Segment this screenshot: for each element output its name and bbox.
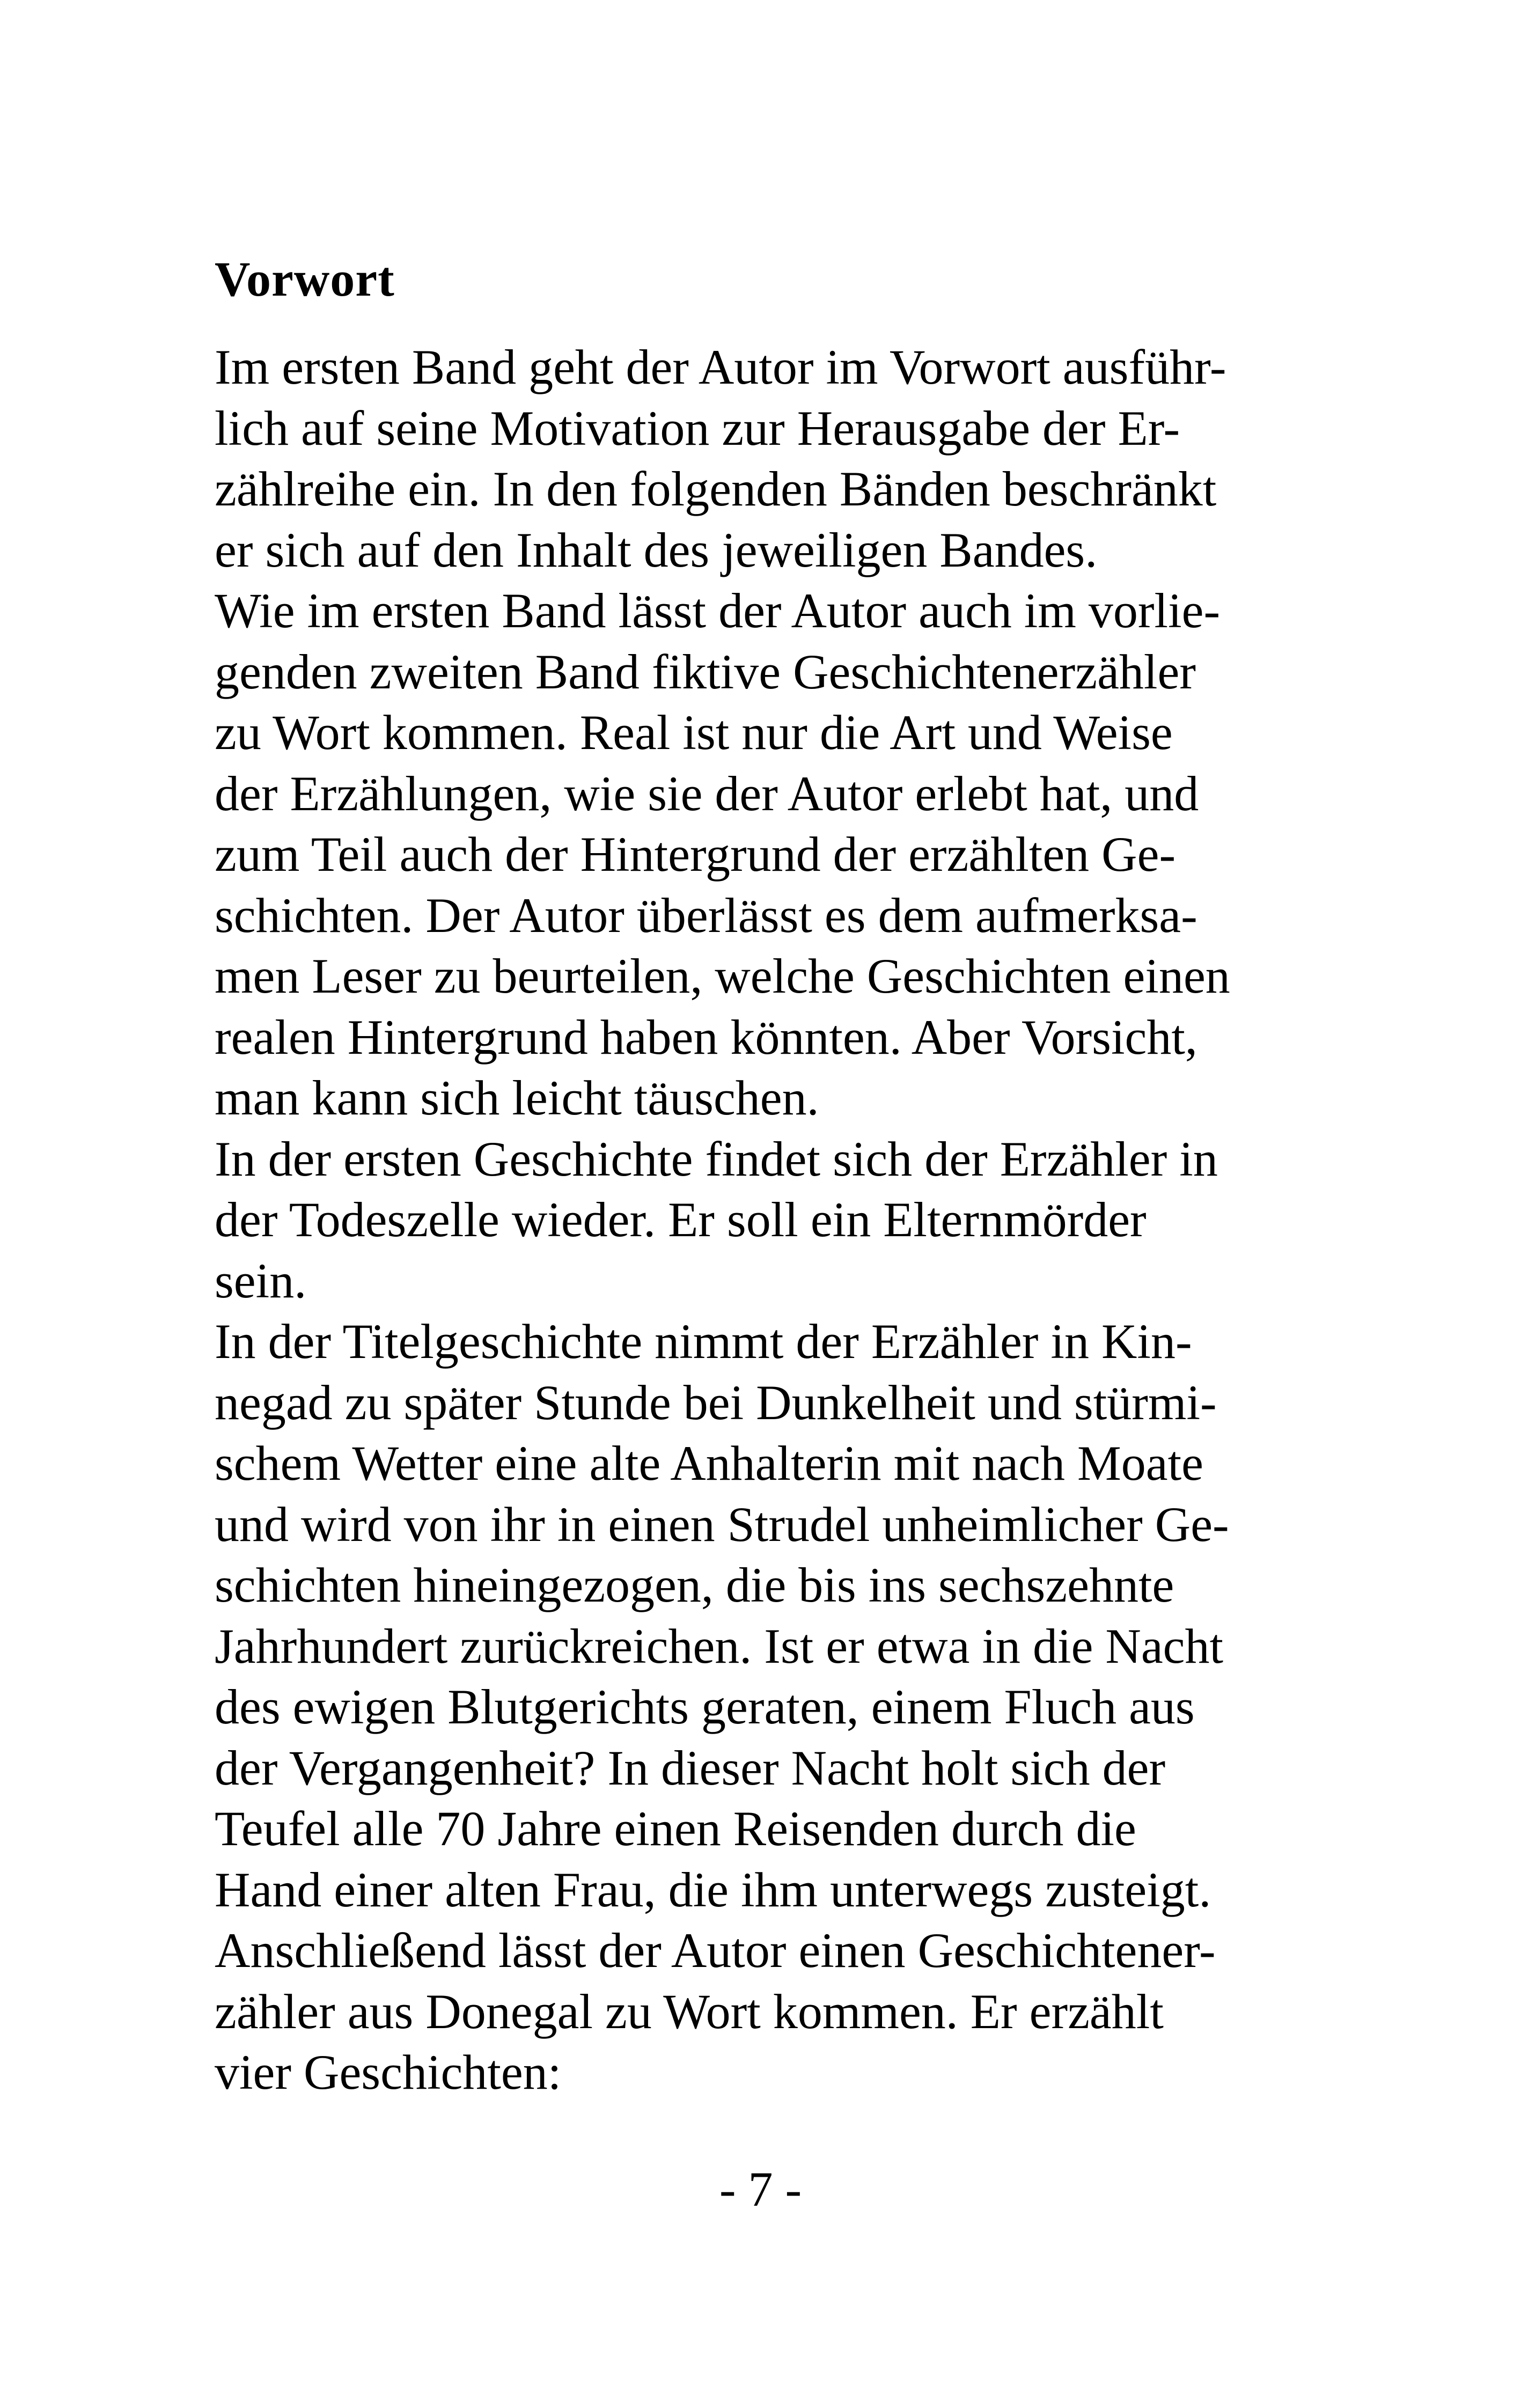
text-line: zähler aus Donegal zu Wort kommen. Er erzählt [215, 1984, 1164, 2039]
text-line: der Vergangenheit? In dieser Nacht holt sich der [215, 1740, 1166, 1795]
text-line: negad zu später Stunde bei Dunkelheit und stürmi- [215, 1375, 1217, 1430]
text-line: men Leser zu beurteilen, welche Geschichten einen [215, 949, 1230, 1003]
page-number: - 7 - [719, 2162, 802, 2216]
text-line: vier Geschichten: [215, 2045, 562, 2099]
text-line: Im ersten Band geht der Autor im Vorwort ausführ- [215, 340, 1226, 394]
text-line: Anschließend lässt der Autor einen Geschichtener- [215, 1923, 1216, 1978]
text-line: genden zweiten Band fiktive Geschichtenerzähler [215, 644, 1196, 699]
text-line: Wie im ersten Band lässt der Autor auch im vorlie- [215, 583, 1221, 638]
text-line: In der ersten Geschichte findet sich der Erzähler in [215, 1131, 1218, 1186]
text-line: er sich auf den Inhalt des jeweiligen Bandes. [215, 522, 1098, 577]
text-line: zu Wort kommen. Real ist nur die Art und Weise [215, 705, 1173, 760]
text-line: schichten hineingezogen, die bis ins sechszehnte [215, 1558, 1174, 1612]
text-line: lich auf seine Motivation zur Herausgabe der Er- [215, 400, 1180, 456]
text-line: Hand einer alten Frau, die ihm unterwegs zusteigt. [215, 1862, 1211, 1917]
text-line: schem Wetter eine alte Anhalterin mit nach Moate [215, 1436, 1204, 1491]
text-line: man kann sich leicht täuschen. [215, 1070, 819, 1125]
text-line: der Erzählungen, wie sie der Autor erlebt hat, und [215, 766, 1199, 821]
text-line: des ewigen Blutgerichts geraten, einem Fluch aus [215, 1679, 1195, 1734]
text-line: realen Hintergrund haben könnten. Aber Vorsicht, [215, 1009, 1197, 1064]
text-line: sein. [215, 1253, 307, 1308]
text-line: der Todeszelle wieder. Er soll ein Elternmörder [215, 1192, 1147, 1247]
text-line: schichten. Der Autor überlässt es dem aufmerksa- [215, 887, 1197, 943]
page-heading: Vorwort [215, 252, 395, 306]
text-line: zählreihe ein. In den folgenden Bänden beschränkt [215, 461, 1217, 516]
text-line: Jahrhundert zurückreichen. Ist er etwa in die Nacht [215, 1618, 1224, 1673]
text-line: zum Teil auch der Hintergrund der erzählten Ge- [215, 827, 1176, 882]
text-line: Teufel alle 70 Jahre einen Reisenden durch die [215, 1801, 1136, 1856]
text-line: In der Titelgeschichte nimmt der Erzähler in Kin- [215, 1314, 1192, 1369]
body-text [215, 337, 1320, 2103]
text-line: und wird von ihr in einen Strudel unheimlicher Ge- [215, 1496, 1229, 1552]
